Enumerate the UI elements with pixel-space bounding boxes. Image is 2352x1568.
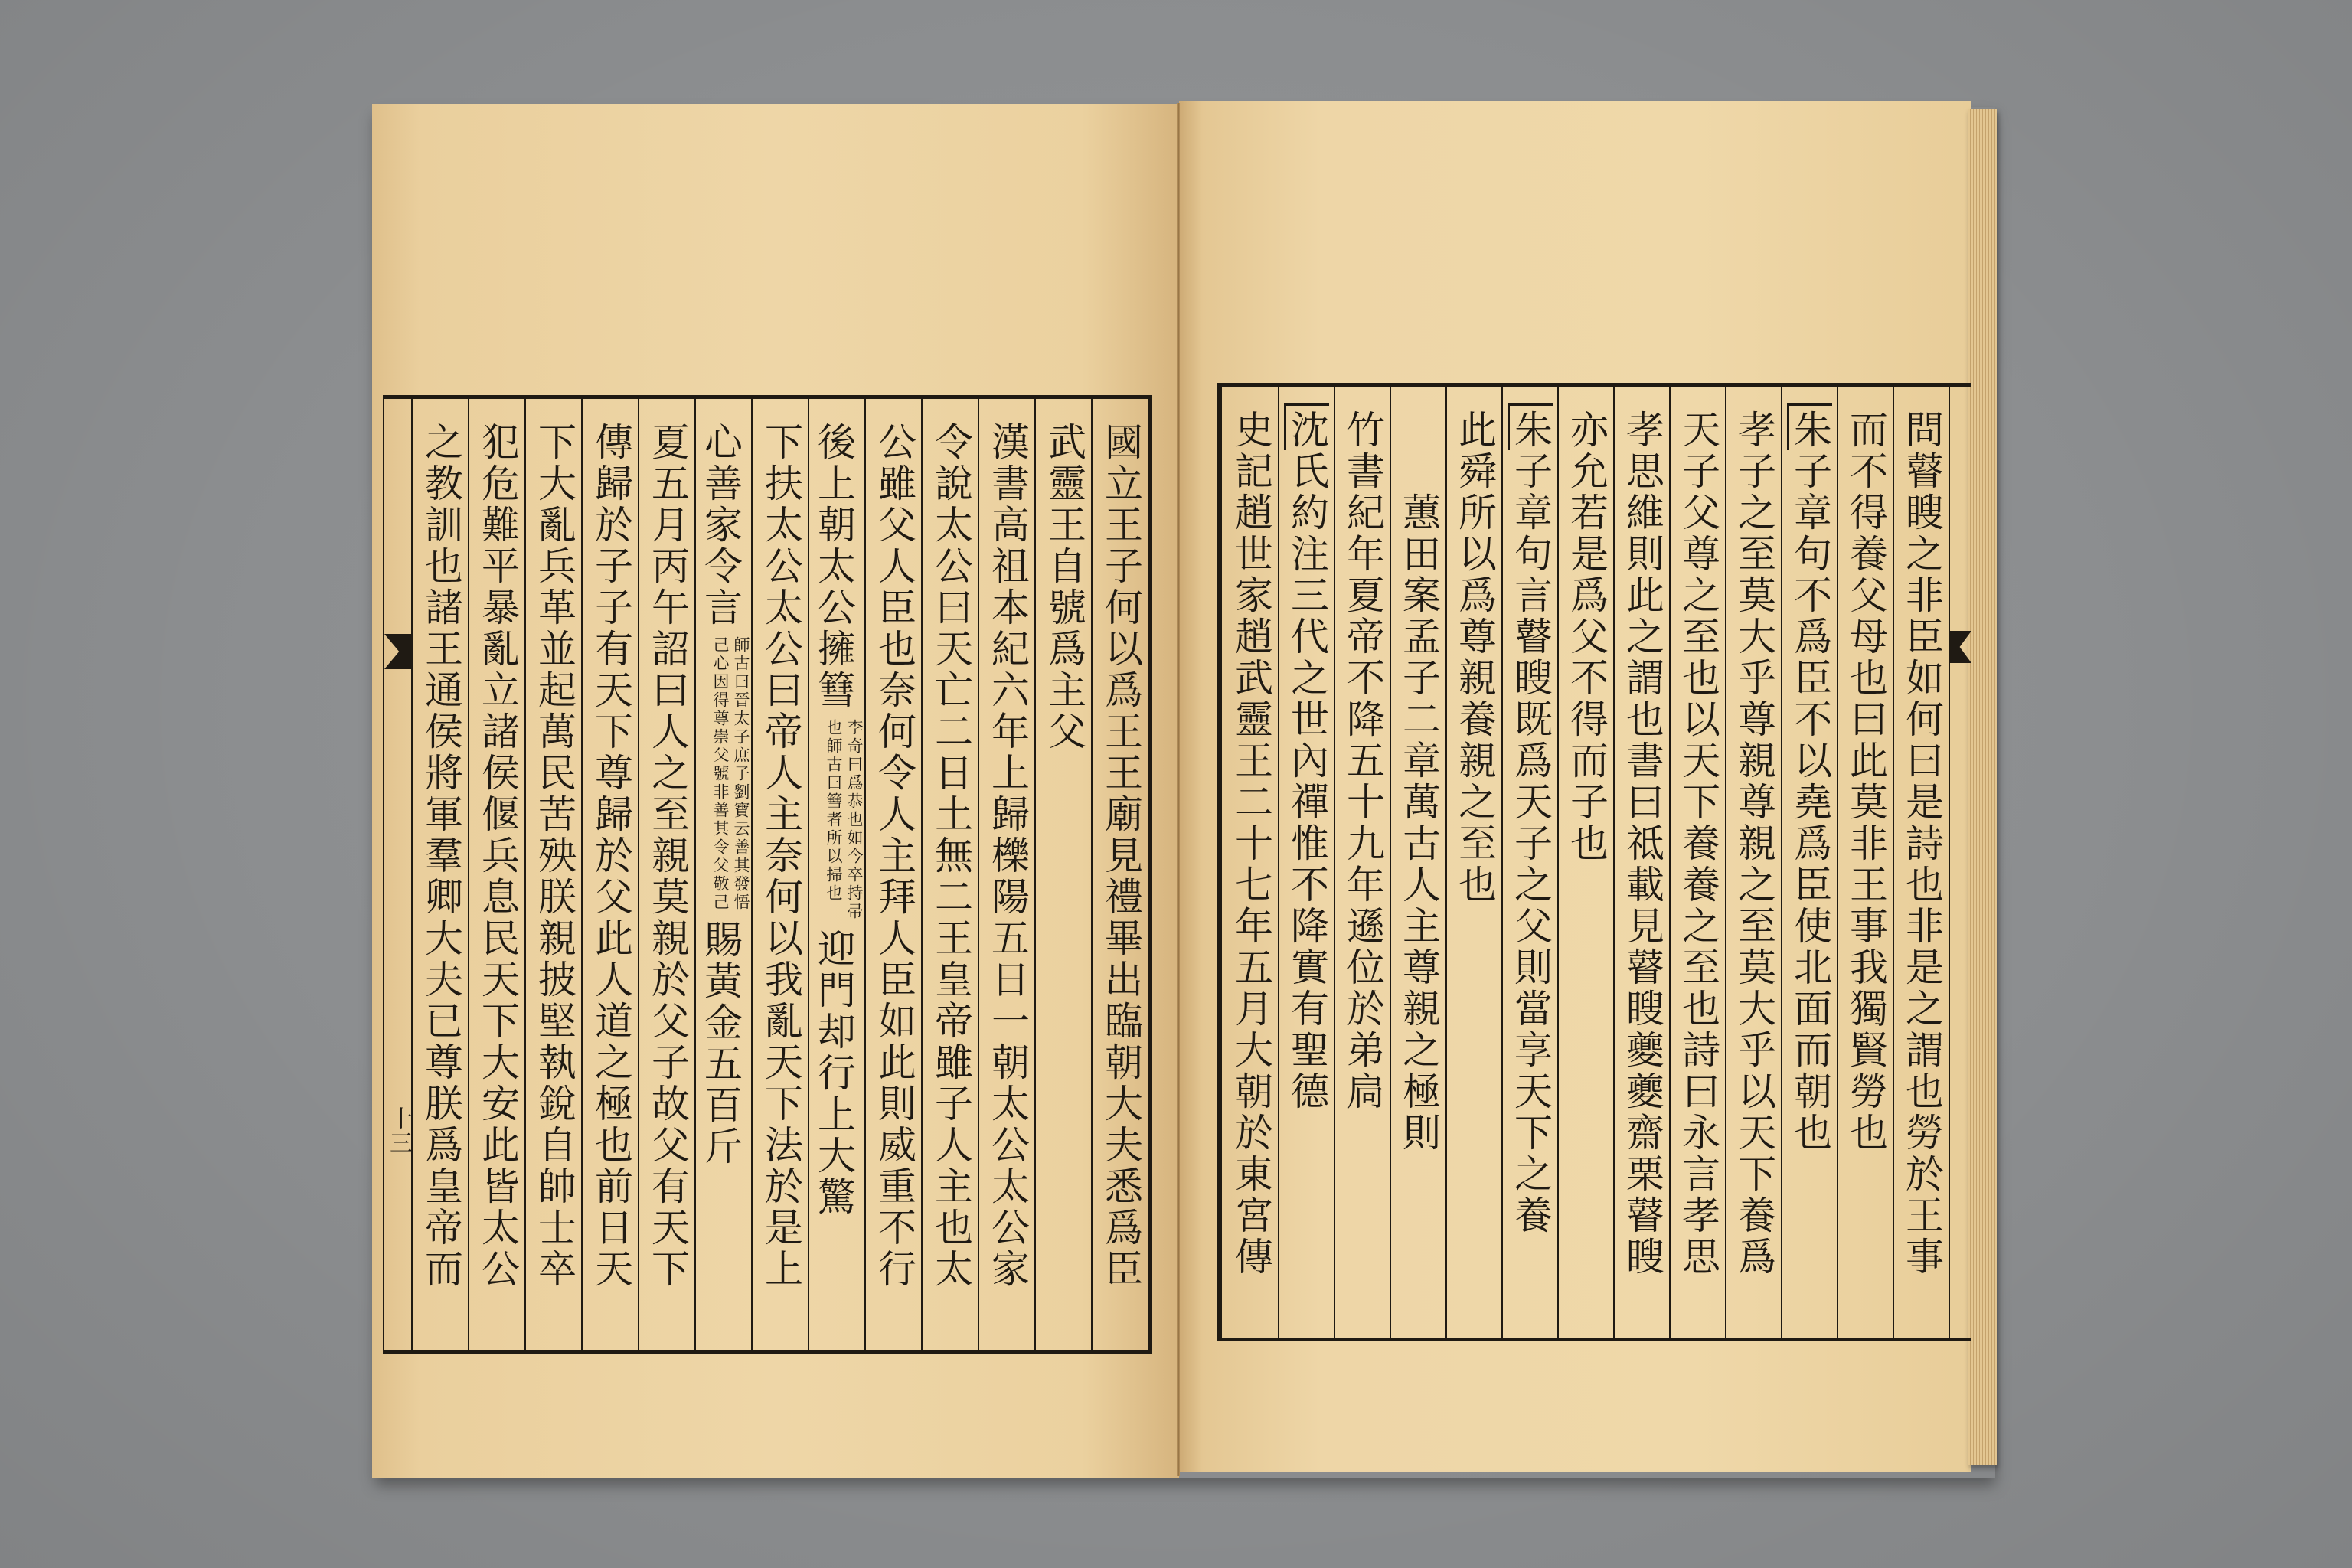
- text-column: 令說太公曰天亡二日土無二王皇帝雖子人主也太: [921, 399, 978, 1350]
- bracket-mark: [1508, 403, 1553, 450]
- text-column: [1278, 387, 1334, 1338]
- column-text: 迎門却行上大驚: [812, 929, 856, 1218]
- text-column: [1501, 387, 1557, 1338]
- text-column: 問瞽瞍之非臣如何曰是詩也非是之謂也勞於王事: [1893, 387, 1949, 1338]
- text-column: [808, 399, 864, 1350]
- right-page-banxin-margin: [1950, 383, 1971, 1341]
- note-line: 也師古曰篲者所以掃也: [825, 719, 843, 903]
- column-text: 後上朝太公擁篲: [812, 422, 856, 711]
- text-column: 夏五月丙午詔曰人之至親莫親於父子故父有天下: [638, 399, 694, 1350]
- text-column: 而不得養父母也曰此莫非王事我獨賢勞也: [1837, 387, 1893, 1338]
- text-column: 公雖父人臣也奈何令人主拜人臣如此則威重不行: [864, 399, 921, 1350]
- interlinear-note: [823, 719, 864, 921]
- right-page-text-frame: [1217, 383, 1950, 1341]
- text-column: 國立王子何以爲王王廟見禮畢出臨朝大夫悉爲臣: [1091, 399, 1148, 1350]
- note-line: 師古曰晉太子庶子劉寶云善其發悟: [732, 636, 750, 912]
- column-text: 朱子章句言瞽瞍既爲天子之父則當享天下之養: [1508, 410, 1553, 1236]
- text-column: 傳歸於子子有天下尊歸於父此人道之極也前日天: [581, 399, 638, 1350]
- text-column: 蕙田案孟子二章萬古人主尊親之極則: [1390, 387, 1446, 1338]
- note-line: 李奇曰爲恭也如今卒持帚: [845, 719, 864, 921]
- page-number: 十三: [385, 1106, 412, 1155]
- text-column: [1781, 387, 1837, 1338]
- page-stack-edge: [1968, 109, 1997, 1465]
- column-text: 賜黃金五百斤: [698, 920, 743, 1168]
- column-text: 心善家令言: [698, 422, 743, 629]
- text-column: 下大亂兵革並起萬民苦殃朕親披堅執銳自帥士卒: [524, 399, 581, 1350]
- book-gutter: [1177, 103, 1180, 1476]
- text-column: 孝思維則此之謂也書曰祗載見瞽瞍夔夔齋栗瞽瞍: [1613, 387, 1669, 1338]
- text-column: 竹書紀年夏帝不降五十九年遜位於弟扃: [1334, 387, 1390, 1338]
- text-column: 下扶太公太公曰帝人主奈何以我亂天下法於是上: [751, 399, 808, 1350]
- text-column: [694, 399, 751, 1350]
- text-column: 天子父尊之至也以天下養養之至也詩曰永言孝思: [1669, 387, 1725, 1338]
- text-column: 漢書高祖本紀六年上歸櫟陽五日一朝太公太公家: [978, 399, 1034, 1350]
- right-page-columns: [1222, 387, 1949, 1338]
- left-page-columns: [411, 399, 1148, 1350]
- bracket-mark: [1284, 403, 1329, 450]
- text-column: 孝子之至莫大乎尊親尊親之至莫大乎以天下養爲: [1725, 387, 1781, 1338]
- column-text: 沈氏約注三代之世內禪惟不降實有聖德: [1285, 410, 1329, 1112]
- text-column: 武靈王自號爲主父: [1034, 399, 1091, 1350]
- text-column: 犯危難平暴亂立諸侯偃兵息民天下大安此皆太公: [468, 399, 524, 1350]
- text-column: 史記趙世家趙武靈王二十七年五月大朝於東宮傳: [1229, 410, 1273, 1278]
- bracket-mark: [1787, 403, 1832, 450]
- column-text: 朱子章句不爲臣不以堯爲臣使北面而朝也: [1788, 410, 1832, 1154]
- interlinear-note: [710, 636, 751, 912]
- text-column: 此舜所以爲尊親養親之至也: [1446, 387, 1501, 1338]
- left-page-banxin-margin: [383, 395, 411, 1354]
- fish-tail-mark: [384, 634, 411, 669]
- left-page-text-frame: [411, 395, 1152, 1354]
- text-column: 亦允若是爲父不得而子也: [1557, 387, 1613, 1338]
- note-line: 己心因得尊崇父號非善其令父敬己: [711, 636, 730, 912]
- fish-tail-mark: [1950, 631, 1971, 663]
- text-column: 之教訓也諸王通侯將軍羣卿大夫已尊朕爲皇帝而: [411, 399, 468, 1350]
